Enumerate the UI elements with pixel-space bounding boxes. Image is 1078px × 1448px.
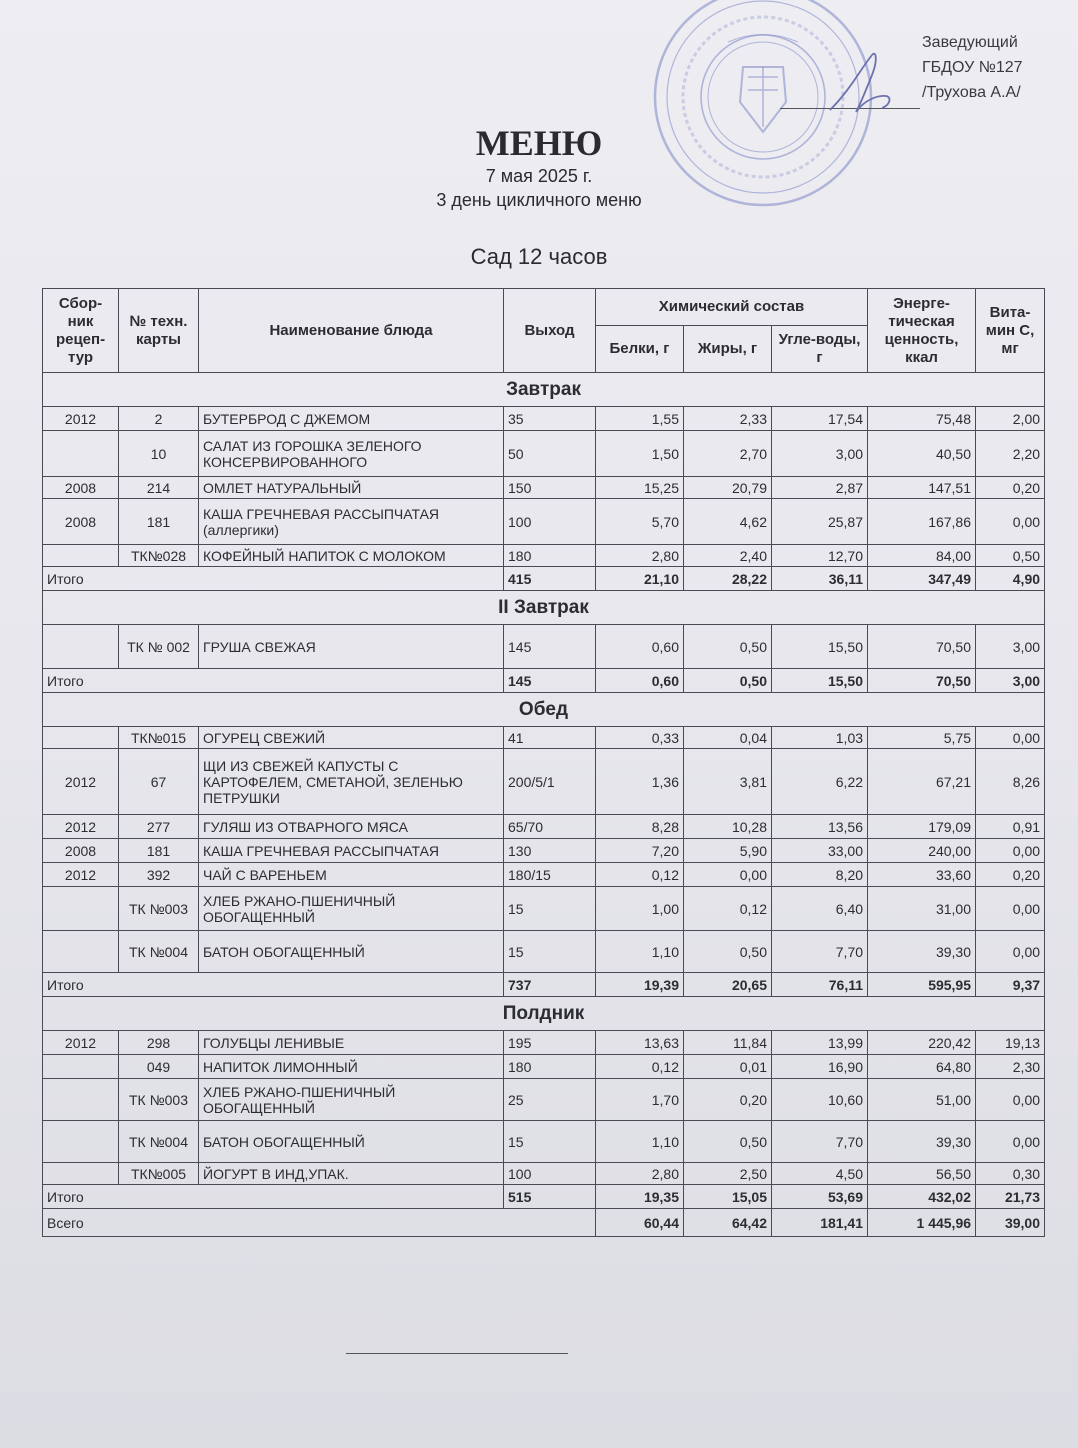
dish-output: 145: [504, 625, 596, 669]
carbs-value: 25,87: [772, 499, 868, 545]
dish-output: 15: [504, 1121, 596, 1163]
table-row: [43, 625, 1045, 669]
protein-value: 0,60: [596, 625, 684, 669]
fat-value: 3,81: [684, 749, 772, 815]
tech-card-number: ТК №003: [119, 887, 199, 931]
fat-value: 0,12: [684, 887, 772, 931]
dish-name: НАПИТОК ЛИМОННЫЙ: [199, 1055, 504, 1079]
vitamin-value: 0,00: [976, 931, 1045, 973]
header-vitamin: Вита-мин С, мг: [976, 289, 1045, 373]
carbs-value: 17,54: [772, 407, 868, 431]
dish-output: 130: [504, 839, 596, 863]
recipe-collection: 2008: [43, 477, 119, 499]
energy-value: 70,50: [868, 625, 976, 669]
fat-value: 2,33: [684, 407, 772, 431]
vitamin-value: 2,00: [976, 407, 1045, 431]
protein-value: 1,10: [596, 1121, 684, 1163]
header-energy: Энерге-тическая ценность, ккал: [868, 289, 976, 373]
total-carbs: 53,69: [772, 1185, 868, 1209]
dish-output: 180: [504, 1055, 596, 1079]
tech-card-number: ТК№028: [119, 545, 199, 567]
recipe-collection: 2012: [43, 749, 119, 815]
approval-institution: ГБДОУ №127: [922, 59, 1023, 76]
total-protein: 21,10: [596, 567, 684, 591]
protein-value: 1,00: [596, 887, 684, 931]
total-row: [43, 669, 1045, 693]
vitamin-value: 8,26: [976, 749, 1045, 815]
total-row: [43, 973, 1045, 997]
total-energy: 70,50: [868, 669, 976, 693]
dish-name: БУТЕРБРОД С ДЖЕМОМ: [199, 407, 504, 431]
dish-name: САЛАТ ИЗ ГОРОШКА ЗЕЛЕНОГО КОНСЕРВИРОВАННОГО: [199, 431, 504, 477]
vitamin-value: 2,30: [976, 1055, 1045, 1079]
total-protein: 19,39: [596, 973, 684, 997]
table-row: [43, 1163, 1045, 1185]
table-row: [43, 545, 1045, 567]
dish-output: 100: [504, 1163, 596, 1185]
vitamin-value: 2,20: [976, 431, 1045, 477]
dish-name: ОМЛЕТ НАТУРАЛЬНЫЙ: [199, 477, 504, 499]
energy-value: 39,30: [868, 931, 976, 973]
menu-date: 7 мая 2025 г.: [485, 166, 593, 186]
fat-value: 4,62: [684, 499, 772, 545]
carbs-value: 7,70: [772, 1121, 868, 1163]
fat-value: 0,50: [684, 931, 772, 973]
cycle-day: 3 день цикличного меню: [436, 190, 642, 210]
grand-total-label: Всего: [43, 1209, 596, 1237]
table-row: [43, 431, 1045, 477]
protein-value: 2,80: [596, 545, 684, 567]
energy-value: 167,86: [868, 499, 976, 545]
vitamin-value: 0,00: [976, 499, 1045, 545]
dish-name: КОФЕЙНЫЙ НАПИТОК С МОЛОКОМ: [199, 545, 504, 567]
carbs-value: 16,90: [772, 1055, 868, 1079]
energy-value: 5,75: [868, 727, 976, 749]
fat-value: 0,00: [684, 863, 772, 887]
vitamin-value: 0,00: [976, 887, 1045, 931]
dish-output: 180: [504, 545, 596, 567]
approval-position: Заведующий: [922, 34, 1018, 51]
energy-value: 56,50: [868, 1163, 976, 1185]
total-fat: 15,05: [684, 1185, 772, 1209]
tech-card-number: 277: [119, 815, 199, 839]
grand-total-fat: 64,42: [684, 1209, 772, 1237]
carbs-value: 1,03: [772, 727, 868, 749]
tech-card-number: 67: [119, 749, 199, 815]
section-title: Завтрак: [43, 373, 1045, 407]
fat-value: 2,70: [684, 431, 772, 477]
dish-name: ОГУРЕЦ СВЕЖИЙ: [199, 727, 504, 749]
dish-name: ЩИ ИЗ СВЕЖЕЙ КАПУСТЫ С КАРТОФЕЛЕМ, СМЕТАНОЙ, ЗЕЛЕНЬЮ ПЕТРУШКИ: [199, 749, 504, 815]
total-output: 737: [504, 973, 596, 997]
grand-total-protein: 60,44: [596, 1209, 684, 1237]
energy-value: 84,00: [868, 545, 976, 567]
carbs-value: 15,50: [772, 625, 868, 669]
tech-card-number: ТК №004: [119, 931, 199, 973]
protein-value: 15,25: [596, 477, 684, 499]
bottom-signature-line: [346, 1353, 568, 1354]
dish-output: 65/70: [504, 815, 596, 839]
tech-card-number: 298: [119, 1031, 199, 1055]
carbs-value: 13,99: [772, 1031, 868, 1055]
table-row: [43, 815, 1045, 839]
section-title: II Завтрак: [43, 591, 1045, 625]
energy-value: 31,00: [868, 887, 976, 931]
table-row: [43, 1121, 1045, 1163]
total-vitamin: 4,90: [976, 567, 1045, 591]
dish-name: ХЛЕБ РЖАНО-ПШЕНИЧНЫЙ ОБОГАЩЕННЫЙ: [199, 1079, 504, 1121]
protein-value: 8,28: [596, 815, 684, 839]
recipe-collection: 2012: [43, 863, 119, 887]
recipe-collection: 2008: [43, 499, 119, 545]
recipe-collection: 2008: [43, 839, 119, 863]
handwritten-signature: [820, 50, 910, 120]
carbs-value: 10,60: [772, 1079, 868, 1121]
carbs-value: 3,00: [772, 431, 868, 477]
dish-output: 41: [504, 727, 596, 749]
approval-block: [922, 30, 1023, 105]
energy-value: 51,00: [868, 1079, 976, 1121]
dish-output: 35: [504, 407, 596, 431]
dish-name: КАША ГРЕЧНЕВАЯ РАССЫПЧАТАЯ (аллергики): [199, 499, 504, 545]
energy-value: 220,42: [868, 1031, 976, 1055]
carbs-value: 13,56: [772, 815, 868, 839]
recipe-collection: [43, 931, 119, 973]
table-row: [43, 931, 1045, 973]
fat-value: 10,28: [684, 815, 772, 839]
carbs-value: 6,22: [772, 749, 868, 815]
total-row: [43, 1185, 1045, 1209]
tech-card-number: 181: [119, 499, 199, 545]
recipe-collection: [43, 1079, 119, 1121]
header-tech-card: № техн. карты: [119, 289, 199, 373]
tech-card-number: ТК №003: [119, 1079, 199, 1121]
table-row: [43, 407, 1045, 431]
fat-value: 0,20: [684, 1079, 772, 1121]
dish-output: 25: [504, 1079, 596, 1121]
page-title: МЕНЮ: [475, 123, 603, 163]
table-row: [43, 499, 1045, 545]
vitamin-value: 0,50: [976, 545, 1045, 567]
dish-output: 195: [504, 1031, 596, 1055]
dish-output: 180/15: [504, 863, 596, 887]
grand-total-energy: 1 445,96: [868, 1209, 976, 1237]
tech-card-number: ТК№005: [119, 1163, 199, 1185]
protein-value: 1,36: [596, 749, 684, 815]
vitamin-value: 3,00: [976, 625, 1045, 669]
vitamin-value: 0,30: [976, 1163, 1045, 1185]
total-carbs: 36,11: [772, 567, 868, 591]
protein-value: 0,12: [596, 1055, 684, 1079]
table-row: [43, 887, 1045, 931]
fat-value: 0,01: [684, 1055, 772, 1079]
dish-name: ГОЛУБЦЫ ЛЕНИВЫЕ: [199, 1031, 504, 1055]
table-row: [43, 727, 1045, 749]
table-row: [43, 839, 1045, 863]
protein-value: 1,10: [596, 931, 684, 973]
recipe-collection: [43, 625, 119, 669]
energy-value: 75,48: [868, 407, 976, 431]
fat-value: 0,50: [684, 625, 772, 669]
recipe-collection: [43, 545, 119, 567]
recipe-collection: [43, 431, 119, 477]
protein-value: 2,80: [596, 1163, 684, 1185]
energy-value: 240,00: [868, 839, 976, 863]
vitamin-value: 0,00: [976, 1121, 1045, 1163]
carbs-value: 8,20: [772, 863, 868, 887]
fat-value: 5,90: [684, 839, 772, 863]
protein-value: 1,50: [596, 431, 684, 477]
protein-value: 0,12: [596, 863, 684, 887]
section-title: Полдник: [43, 997, 1045, 1031]
vitamin-value: 0,00: [976, 839, 1045, 863]
grand-total-row: [43, 1209, 1045, 1237]
total-fat: 28,22: [684, 567, 772, 591]
protein-value: 1,70: [596, 1079, 684, 1121]
protein-value: 1,55: [596, 407, 684, 431]
energy-value: 33,60: [868, 863, 976, 887]
protein-value: 7,20: [596, 839, 684, 863]
recipe-collection: [43, 1163, 119, 1185]
recipe-collection: 2012: [43, 815, 119, 839]
vitamin-value: 19,13: [976, 1031, 1045, 1055]
header-fat: Жиры, г: [684, 326, 772, 373]
total-label: Итого: [43, 1185, 504, 1209]
total-vitamin: 9,37: [976, 973, 1045, 997]
header-output: Выход: [504, 289, 596, 373]
energy-value: 67,21: [868, 749, 976, 815]
total-output: 415: [504, 567, 596, 591]
table-row: [43, 477, 1045, 499]
dish-output: 200/5/1: [504, 749, 596, 815]
energy-value: 179,09: [868, 815, 976, 839]
total-output: 145: [504, 669, 596, 693]
total-fat: 0,50: [684, 669, 772, 693]
protein-value: 13,63: [596, 1031, 684, 1055]
header-chem: Химический состав: [596, 289, 868, 326]
dish-output: 50: [504, 431, 596, 477]
vitamin-value: 0,91: [976, 815, 1045, 839]
menu-table: [42, 288, 1045, 1237]
vitamin-value: 0,20: [976, 477, 1045, 499]
carbs-value: 4,50: [772, 1163, 868, 1185]
total-label: Итого: [43, 567, 504, 591]
recipe-collection: [43, 727, 119, 749]
grand-total-carbs: 181,41: [772, 1209, 868, 1237]
recipe-collection: 2012: [43, 1031, 119, 1055]
carbs-value: 6,40: [772, 887, 868, 931]
recipe-collection: [43, 1121, 119, 1163]
dish-output: 150: [504, 477, 596, 499]
dish-name: КАША ГРЕЧНЕВАЯ РАССЫПЧАТАЯ: [199, 839, 504, 863]
energy-value: 64,80: [868, 1055, 976, 1079]
header-dish: Наименование блюда: [199, 289, 504, 373]
tech-card-number: 049: [119, 1055, 199, 1079]
recipe-collection: [43, 1055, 119, 1079]
total-fat: 20,65: [684, 973, 772, 997]
fat-value: 11,84: [684, 1031, 772, 1055]
fat-value: 0,50: [684, 1121, 772, 1163]
total-vitamin: 3,00: [976, 669, 1045, 693]
tech-card-number: 2: [119, 407, 199, 431]
recipe-collection: 2012: [43, 407, 119, 431]
tech-card-number: 181: [119, 839, 199, 863]
carbs-value: 7,70: [772, 931, 868, 973]
total-output: 515: [504, 1185, 596, 1209]
vitamin-value: 0,20: [976, 863, 1045, 887]
table-row: [43, 749, 1045, 815]
fat-value: 2,40: [684, 545, 772, 567]
total-row: [43, 567, 1045, 591]
total-carbs: 76,11: [772, 973, 868, 997]
fat-value: 20,79: [684, 477, 772, 499]
protein-value: 5,70: [596, 499, 684, 545]
header-protein: Белки, г: [596, 326, 684, 373]
table-row: [43, 1031, 1045, 1055]
grand-total-vitamin: 39,00: [976, 1209, 1045, 1237]
total-energy: 595,95: [868, 973, 976, 997]
approval-signatory: /Трухова А.А/: [922, 84, 1021, 101]
total-protein: 0,60: [596, 669, 684, 693]
table-row: [43, 863, 1045, 887]
section-title: Обед: [43, 693, 1045, 727]
carbs-value: 2,87: [772, 477, 868, 499]
dish-name: ХЛЕБ РЖАНО-ПШЕНИЧНЫЙ ОБОГАЩЕННЫЙ: [199, 887, 504, 931]
dish-output: 15: [504, 887, 596, 931]
vitamin-value: 0,00: [976, 1079, 1045, 1121]
table-row: [43, 1079, 1045, 1121]
section-row: [43, 373, 1045, 407]
menu-subtitle: Сад 12 часов: [470, 244, 608, 269]
section-row: [43, 693, 1045, 727]
carbs-value: 12,70: [772, 545, 868, 567]
vitamin-value: 0,00: [976, 727, 1045, 749]
total-carbs: 15,50: [772, 669, 868, 693]
menu-table-body: [43, 373, 1045, 1237]
dish-output: 15: [504, 931, 596, 973]
dish-name: БАТОН ОБОГАЩЕННЫЙ: [199, 931, 504, 973]
tech-card-number: ТК№015: [119, 727, 199, 749]
tech-card-number: 10: [119, 431, 199, 477]
tech-card-number: ТК №004: [119, 1121, 199, 1163]
dish-name: ЧАЙ С ВАРЕНЬЕМ: [199, 863, 504, 887]
total-energy: 432,02: [868, 1185, 976, 1209]
dish-name: ГУЛЯШ ИЗ ОТВАРНОГО МЯСА: [199, 815, 504, 839]
energy-value: 39,30: [868, 1121, 976, 1163]
tech-card-number: ТК № 002: [119, 625, 199, 669]
section-row: [43, 591, 1045, 625]
tech-card-number: 214: [119, 477, 199, 499]
total-label: Итого: [43, 973, 504, 997]
dish-name: ГРУША СВЕЖАЯ: [199, 625, 504, 669]
total-energy: 347,49: [868, 567, 976, 591]
table-row: [43, 1055, 1045, 1079]
energy-value: 147,51: [868, 477, 976, 499]
dish-name: ЙОГУРТ В ИНД,УПАК.: [199, 1163, 504, 1185]
header-carbs: Угле-воды, г: [772, 326, 868, 373]
total-vitamin: 21,73: [976, 1185, 1045, 1209]
total-protein: 19,35: [596, 1185, 684, 1209]
header-collection: Сбор-ник рецеп-тур: [43, 289, 119, 373]
fat-value: 0,04: [684, 727, 772, 749]
section-row: [43, 997, 1045, 1031]
fat-value: 2,50: [684, 1163, 772, 1185]
energy-value: 40,50: [868, 431, 976, 477]
recipe-collection: [43, 887, 119, 931]
tech-card-number: 392: [119, 863, 199, 887]
dish-output: 100: [504, 499, 596, 545]
carbs-value: 33,00: [772, 839, 868, 863]
total-label: Итого: [43, 669, 504, 693]
dish-name: БАТОН ОБОГАЩЕННЫЙ: [199, 1121, 504, 1163]
protein-value: 0,33: [596, 727, 684, 749]
